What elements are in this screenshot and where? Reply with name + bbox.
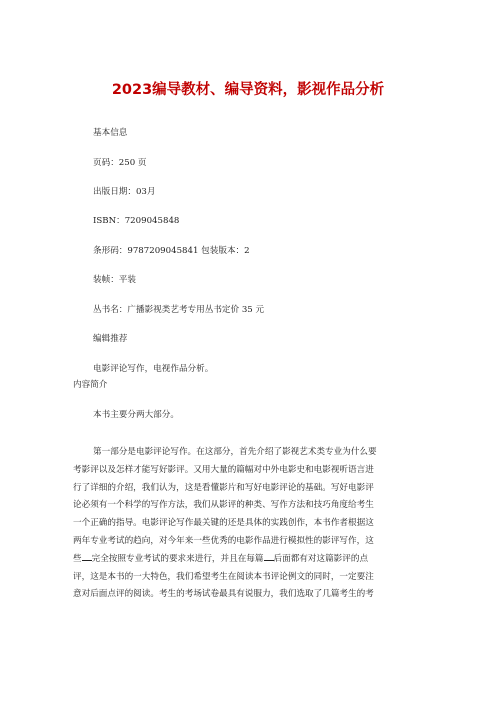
barcode-field: 条形码：9787209045841 包装版本：2 bbox=[93, 246, 250, 256]
editor-pick-heading: 编辑推荐 bbox=[93, 334, 128, 344]
body-line: 意对后面点评的阅读。考生的考场试卷最具有说服力，我们选取了几篇考生的考 bbox=[73, 589, 374, 600]
summary-intro: 本书主要分两大部分。 bbox=[93, 410, 179, 420]
body-line-with-blanks bbox=[73, 551, 425, 569]
body-line: 考影评以及怎样才能写好影评。又用大量的篇幅对中外电影史和电影视听语言进 bbox=[73, 464, 374, 475]
body-line: 论必须有一个科学的写作方法，我们从影评的种类、写作方法和技巧角度给考生 bbox=[73, 500, 374, 511]
document-title: 2023编导教材、编导资料，影视作品分析 bbox=[111, 82, 385, 98]
body-line: 评，这是本书的一大特色，我们希望考生在阅读本书评论例文的同时，一定要注 bbox=[73, 571, 374, 582]
underline-blank bbox=[264, 551, 274, 561]
body-fragment: 完全按照专业考试的要求来进行，并且在每篇 bbox=[91, 553, 264, 564]
editor-pick-text: 电影评论写作，电视作品分析。 bbox=[93, 364, 214, 374]
pages-field: 页码：250 页 bbox=[93, 158, 147, 168]
series-field: 丛书名：广播影视类艺考专用丛书定价 35 元 bbox=[93, 305, 265, 315]
body-line: 一个正确的指导。电影评论写作最关键的还是具体的实践创作，本书作者根据这 bbox=[73, 518, 374, 529]
body-line: 第一部分是电影评论写作。在这部分，首先介绍了影视艺术类专业为什么要 bbox=[93, 447, 377, 457]
body-fragment: 些 bbox=[73, 553, 82, 564]
body-line: 两年专业考试的趋向，对今年来一些优秀的电影作品进行模拟性的影评写作，这 bbox=[73, 535, 374, 546]
binding-field: 装帧：平装 bbox=[93, 275, 136, 285]
body-fragment: 后面都有对这篇影评的点 bbox=[273, 553, 369, 564]
pub-date-field: 出版日期：03月 bbox=[93, 187, 156, 197]
summary-heading: 内容简介 bbox=[73, 380, 108, 390]
isbn-field: ISBN：7209045848 bbox=[93, 216, 180, 226]
underline-blank bbox=[82, 551, 92, 561]
basic-info-heading: 基本信息 bbox=[93, 128, 128, 138]
summary-body bbox=[73, 444, 425, 604]
body-line: 行了详细的介绍，我们认为，这是看懂影片和写好电影评论的基础。写好电影评 bbox=[73, 482, 374, 493]
